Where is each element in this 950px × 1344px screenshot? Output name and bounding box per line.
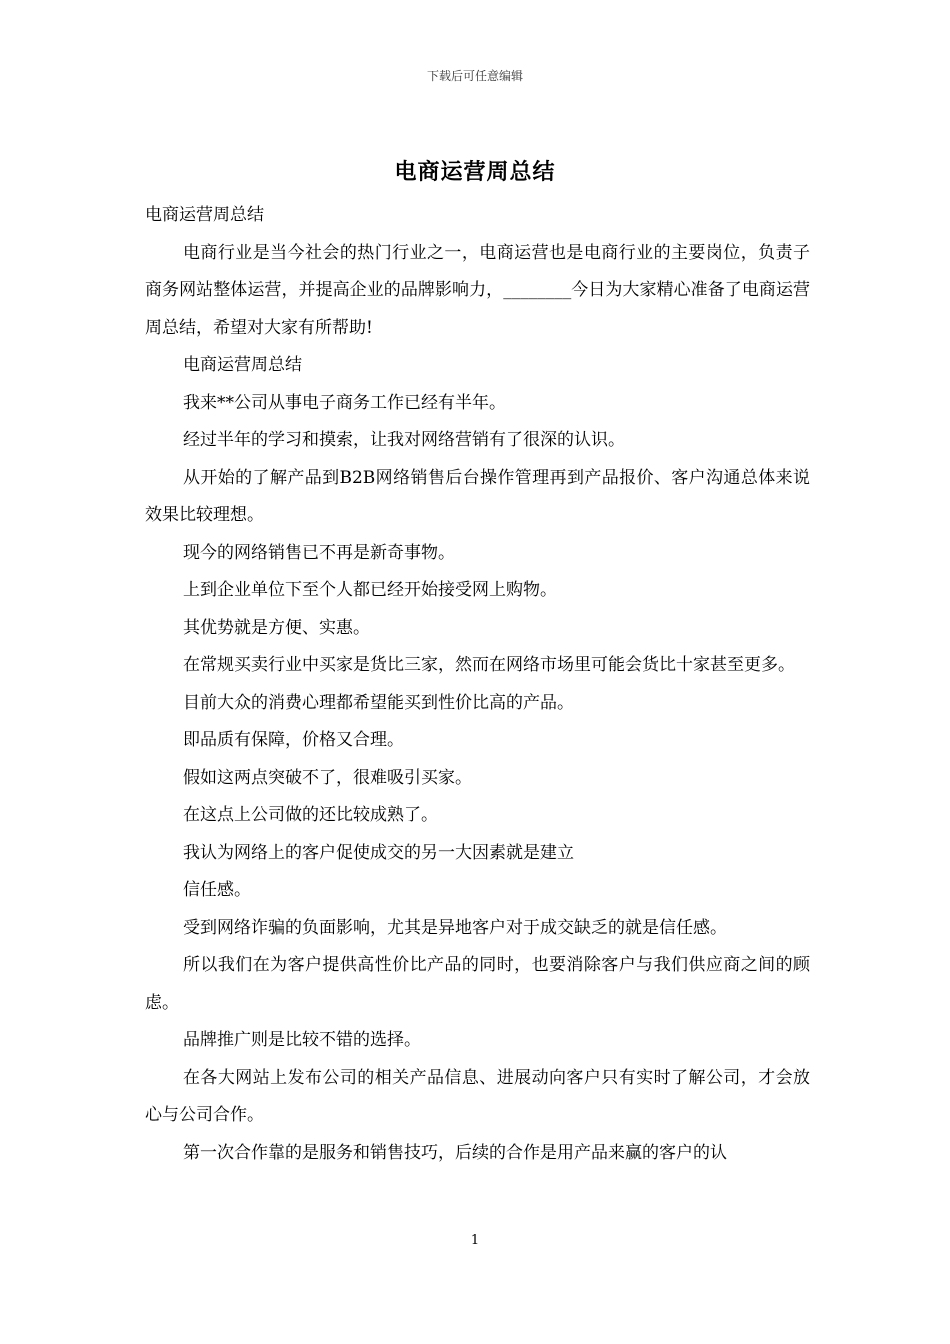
document-body [145, 197, 810, 1172]
page-number: 1 [470, 1233, 480, 1248]
paragraph: 第一次合作靠的是服务和销售技巧，后续的合作是用产品来赢的客户的认 [183, 1142, 727, 1163]
paragraph: 在常规买卖行业中买家是货比三家，然而在网络市场里可能会货比十家甚至更多。 [183, 655, 795, 675]
header-note: 下载后可任意编辑 [426, 69, 523, 83]
paragraph: 品牌推广则是比较不错的选择。 [183, 1030, 421, 1050]
paragraph: 上到企业单位下至个人都已经开始接受网上购物。 [183, 580, 557, 600]
paragraph: 假如这两点突破不了，很难吸引买家。 [183, 767, 472, 788]
paragraph: 经过半年的学习和摸索，让我对网络营销有了很深的认识。 [183, 430, 625, 450]
paragraph: 信任感。 [183, 880, 251, 900]
paragraph: 电商行业是当今社会的热门行业之一，电商运营也是电商行业的主要岗位，负责子商务网站整体运营，并提高企业的品牌影响力，________今日为大家精心准备了电商运营周总结，希望对大家有所帮助! [145, 242, 810, 338]
paragraph: 其优势就是方便、实惠。 [183, 617, 370, 638]
paragraph: 受到网络诈骗的负面影响，尤其是异地客户对于成交缺乏的就是信任感。 [183, 917, 727, 938]
paragraph: 我认为网络上的客户促使成交的另一大因素就是建立 [183, 842, 574, 863]
paragraph: 电商运营周总结 [183, 355, 302, 375]
paragraph: 电商运营周总结 [145, 205, 264, 225]
paragraph: 在这点上公司做的还比较成熟了。 [183, 805, 438, 825]
paragraph: 现今的网络销售已不再是新奇事物。 [183, 542, 455, 563]
document-title: 电商运营周总结 [394, 159, 556, 185]
paragraph: 即品质有保障，价格又合理。 [183, 730, 404, 750]
paragraph: 从开始的了解产品到B2B网络销售后台操作管理再到产品报价、客户沟通总体来说效果比较理想。 [145, 467, 810, 525]
paragraph: 我来**公司从事电子商务工作已经有半年。 [183, 392, 506, 413]
paragraph: 目前大众的消费心理都希望能买到性价比高的产品。 [183, 692, 574, 713]
paragraph: 所以我们在为客户提供高性价比产品的同时，也要消除客户与我们供应商之间的顾虑。 [145, 955, 810, 1013]
paragraph: 在各大网站上发布公司的相关产品信息、进展动向客户只有实时了解公司，才会放心与公司合作。 [145, 1067, 810, 1125]
